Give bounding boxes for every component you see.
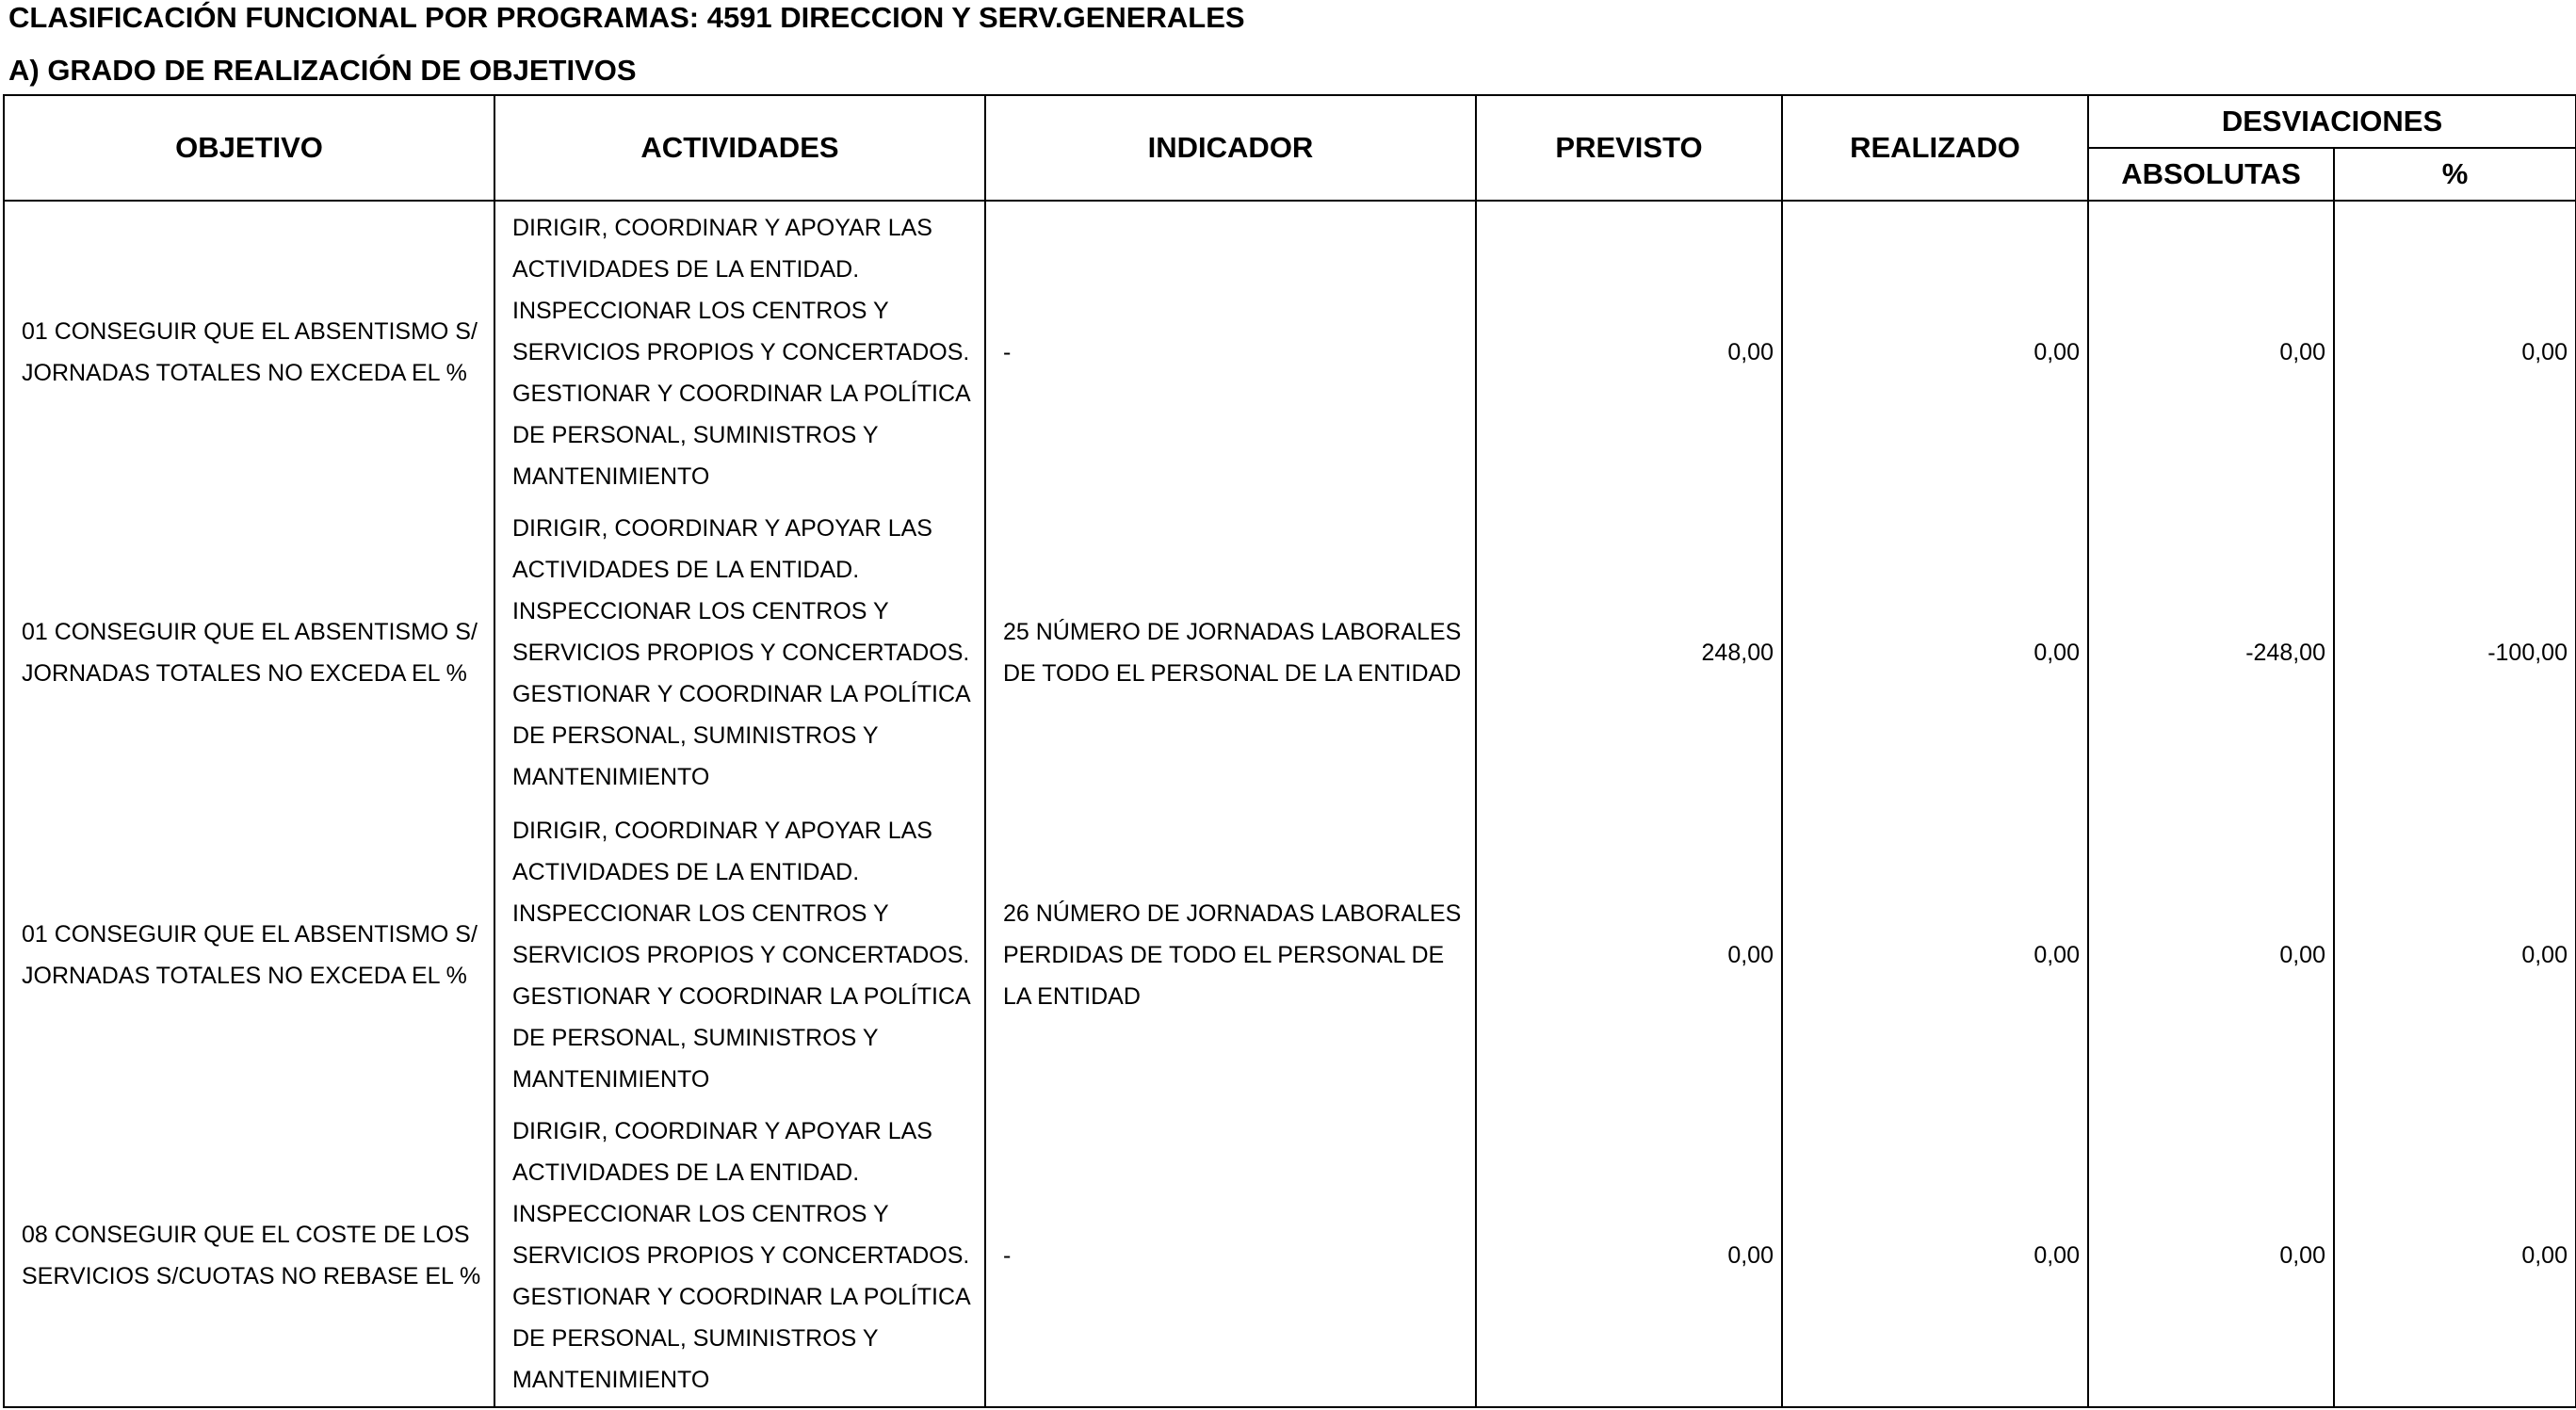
cell-pct: -100,00 xyxy=(2334,502,2576,803)
cell-previsto: 0,00 xyxy=(1476,1106,1782,1407)
cell-pct: 0,00 xyxy=(2334,1106,2576,1407)
cell-objetivo: 08 CONSEGUIR QUE EL COSTE DE LOS SERVICIOS S/CUOTAS NO REBASE EL % xyxy=(4,1106,494,1407)
cell-realizado: 0,00 xyxy=(1782,502,2088,803)
cell-objetivo: 01 CONSEGUIR QUE EL ABSENTISMO S/ JORNADAS TOTALES NO EXCEDA EL % xyxy=(4,804,494,1106)
cell-indicador: - xyxy=(985,1106,1476,1407)
cell-absolutas: 0,00 xyxy=(2088,201,2334,502)
cell-previsto: 0,00 xyxy=(1476,804,1782,1106)
cell-objetivo: 01 CONSEGUIR QUE EL ABSENTISMO S/ JORNADAS TOTALES NO EXCEDA EL % xyxy=(4,502,494,803)
table-row xyxy=(4,502,2576,803)
cell-pct: 0,00 xyxy=(2334,804,2576,1106)
table-row xyxy=(4,201,2576,502)
cell-actividades: DIRIGIR, COORDINAR Y APOYAR LAS ACTIVIDADES DE LA ENTIDAD. INSPECCIONAR LOS CENTROS Y SERVICIOS PROPIOS Y CONCERTADOS. GESTIONAR Y COORDINAR LA POLÍTICA DE PERSONAL, SUMINISTROS Y MANTENIMIENTO xyxy=(494,804,985,1106)
cell-pct: 0,00 xyxy=(2334,201,2576,502)
objectives-table xyxy=(3,94,2576,1408)
cell-absolutas: 0,00 xyxy=(2088,1106,2334,1407)
table-row xyxy=(4,804,2576,1106)
cell-actividades: DIRIGIR, COORDINAR Y APOYAR LAS ACTIVIDADES DE LA ENTIDAD. INSPECCIONAR LOS CENTROS Y SERVICIOS PROPIOS Y CONCERTADOS. GESTIONAR Y COORDINAR LA POLÍTICA DE PERSONAL, SUMINISTROS Y MANTENIMIENTO xyxy=(494,1106,985,1407)
cell-indicador: 25 NÚMERO DE JORNADAS LABORALES DE TODO EL PERSONAL DE LA ENTIDAD xyxy=(985,502,1476,803)
cell-indicador: - xyxy=(985,201,1476,502)
col-header-absolutas: ABSOLUTAS xyxy=(2088,148,2334,201)
cell-realizado: 0,00 xyxy=(1782,201,2088,502)
col-header-pct: % xyxy=(2334,148,2576,201)
cell-previsto: 0,00 xyxy=(1476,201,1782,502)
cell-objetivo: 01 CONSEGUIR QUE EL ABSENTISMO S/ JORNADAS TOTALES NO EXCEDA EL % xyxy=(4,201,494,502)
col-header-actividades: ACTIVIDADES xyxy=(494,95,985,201)
cell-actividades: DIRIGIR, COORDINAR Y APOYAR LAS ACTIVIDADES DE LA ENTIDAD. INSPECCIONAR LOS CENTROS Y SERVICIOS PROPIOS Y CONCERTADOS. GESTIONAR Y COORDINAR LA POLÍTICA DE PERSONAL, SUMINISTROS Y MANTENIMIENTO xyxy=(494,502,985,803)
col-header-realizado: REALIZADO xyxy=(1782,95,2088,201)
cell-realizado: 0,00 xyxy=(1782,804,2088,1106)
cell-absolutas: -248,00 xyxy=(2088,502,2334,803)
cell-indicador: 26 NÚMERO DE JORNADAS LABORALES PERDIDAS DE TODO EL PERSONAL DE LA ENTIDAD xyxy=(985,804,1476,1106)
col-header-desviaciones: DESVIACIONES xyxy=(2088,95,2576,148)
page-title: CLASIFICACIÓN FUNCIONAL POR PROGRAMAS: 4591 DIRECCION Y SERV.GENERALES xyxy=(8,1,1245,34)
col-header-indicador: INDICADOR xyxy=(985,95,1476,201)
cell-previsto: 248,00 xyxy=(1476,502,1782,803)
table-row xyxy=(4,1106,2576,1407)
col-header-previsto: PREVISTO xyxy=(1476,95,1782,201)
cell-realizado: 0,00 xyxy=(1782,1106,2088,1407)
cell-actividades: DIRIGIR, COORDINAR Y APOYAR LAS ACTIVIDADES DE LA ENTIDAD. INSPECCIONAR LOS CENTROS Y SERVICIOS PROPIOS Y CONCERTADOS. GESTIONAR Y COORDINAR LA POLÍTICA DE PERSONAL, SUMINISTROS Y MANTENIMIENTO xyxy=(494,201,985,502)
col-header-objetivo: OBJETIVO xyxy=(4,95,494,201)
cell-absolutas: 0,00 xyxy=(2088,804,2334,1106)
section-title: A) GRADO DE REALIZACIÓN DE OBJETIVOS xyxy=(8,54,637,87)
